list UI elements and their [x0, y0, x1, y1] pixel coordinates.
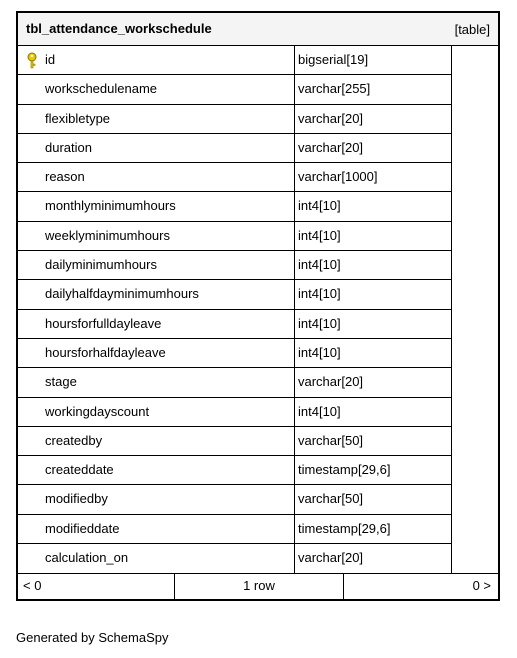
- column-name-cell[interactable]: [18, 163, 295, 192]
- column-name-cell[interactable]: [18, 222, 295, 251]
- column-name[interactable]: dailyminimumhours: [45, 257, 157, 273]
- footer-row-count: 1 row: [175, 574, 344, 600]
- table-row: [18, 339, 498, 368]
- column-name-cell[interactable]: [18, 544, 295, 573]
- column-name[interactable]: dailyhalfdayminimumhours: [45, 286, 199, 302]
- column-name-cell[interactable]: [18, 515, 295, 544]
- generated-by-note: Generated by SchemaSpy: [16, 630, 169, 645]
- column-name[interactable]: workingdayscount: [45, 403, 150, 419]
- column-type: varchar[20]: [295, 105, 452, 134]
- table-box: [16, 11, 500, 601]
- column-type: varchar[20]: [295, 134, 452, 163]
- table-row: [18, 368, 498, 397]
- column-list: [18, 46, 498, 573]
- column-type: int4[10]: [295, 192, 452, 221]
- table-row: [18, 251, 498, 280]
- footer-children-count[interactable]: 0 >: [472, 578, 491, 593]
- column-name[interactable]: reason: [45, 169, 85, 185]
- column-name-cell[interactable]: [18, 368, 295, 397]
- column-type: varchar[20]: [295, 368, 452, 397]
- column-type: int4[10]: [295, 398, 452, 427]
- column-name-cell[interactable]: [18, 310, 295, 339]
- table-row: [18, 310, 498, 339]
- column-type: timestamp[29,6]: [295, 456, 452, 485]
- column-name-cell[interactable]: [18, 456, 295, 485]
- column-name[interactable]: flexibletype: [45, 110, 111, 126]
- column-name[interactable]: weeklyminimumhours: [45, 227, 170, 243]
- column-name[interactable]: hoursforhalfdayleave: [45, 344, 166, 360]
- key-icon: [25, 52, 39, 70]
- column-type: varchar[50]: [295, 485, 452, 514]
- table-row: [18, 75, 498, 104]
- column-name-cell[interactable]: [18, 398, 295, 427]
- column-name-cell[interactable]: [18, 280, 295, 309]
- table-row: [18, 222, 498, 251]
- column-name-cell[interactable]: [18, 427, 295, 456]
- footer-parents-count[interactable]: < 0: [18, 574, 175, 600]
- table-row: [18, 456, 498, 485]
- column-type: int4[10]: [295, 251, 452, 280]
- table-row: [18, 280, 498, 309]
- column-name[interactable]: hoursforfulldayleave: [45, 315, 162, 331]
- column-type: varchar[255]: [295, 75, 452, 104]
- table-row: [18, 515, 498, 544]
- column-type: int4[10]: [295, 310, 452, 339]
- table-row: [18, 105, 498, 134]
- column-name-cell[interactable]: [18, 192, 295, 221]
- column-type: int4[10]: [295, 339, 452, 368]
- column-name-cell[interactable]: [18, 46, 295, 75]
- table-footer: [18, 573, 498, 600]
- column-type: varchar[50]: [295, 427, 452, 456]
- column-name-cell[interactable]: [18, 485, 295, 514]
- column-name[interactable]: createdby: [45, 432, 103, 448]
- table-row: [18, 46, 498, 75]
- column-name-cell[interactable]: [18, 134, 295, 163]
- column-name-cell[interactable]: [18, 251, 295, 280]
- table-row: [18, 192, 498, 221]
- column-type: int4[10]: [295, 222, 452, 251]
- column-name-cell[interactable]: [18, 339, 295, 368]
- table-row: [18, 485, 498, 514]
- column-name-cell[interactable]: [18, 105, 295, 134]
- column-name[interactable]: stage: [45, 374, 77, 390]
- table-kind-label: [table]: [454, 22, 490, 37]
- column-name[interactable]: modifiedby: [45, 491, 108, 507]
- column-name[interactable]: id: [45, 52, 56, 67]
- column-type: varchar[20]: [295, 544, 452, 573]
- column-name[interactable]: createddate: [45, 462, 114, 478]
- column-type: bigserial[19]: [295, 46, 452, 75]
- column-type: varchar[1000]: [295, 163, 452, 192]
- column-name-cell[interactable]: [18, 75, 295, 104]
- column-name[interactable]: workschedulename: [45, 81, 158, 97]
- table-name[interactable]: tbl_attendance_workschedule: [26, 21, 212, 36]
- column-name[interactable]: duration: [45, 139, 92, 155]
- table-row: [18, 163, 498, 192]
- table-header: [18, 13, 498, 46]
- column-name[interactable]: monthlyminimumhours: [45, 198, 176, 214]
- table-row: [18, 398, 498, 427]
- table-row: [18, 544, 498, 573]
- column-name[interactable]: calculation_on: [45, 550, 129, 566]
- table-row: [18, 134, 498, 163]
- column-name[interactable]: modifieddate: [45, 520, 120, 536]
- table-row: [18, 427, 498, 456]
- column-type: int4[10]: [295, 280, 452, 309]
- column-type: timestamp[29,6]: [295, 515, 452, 544]
